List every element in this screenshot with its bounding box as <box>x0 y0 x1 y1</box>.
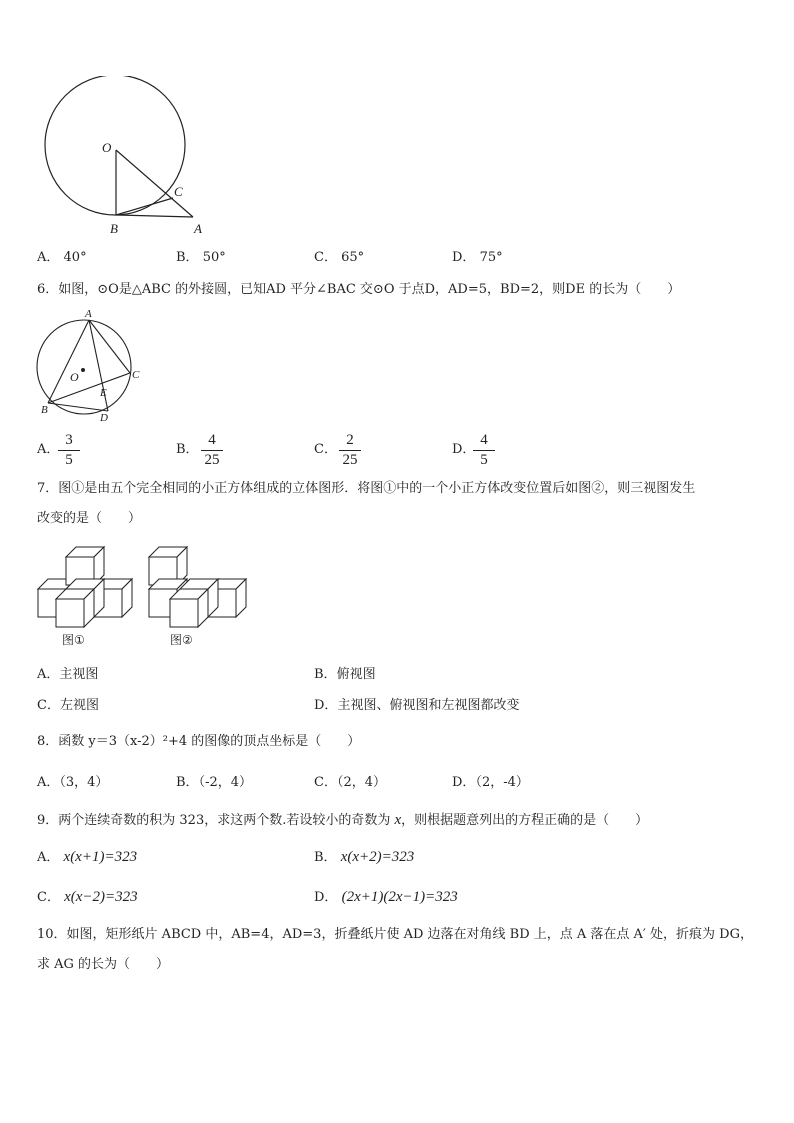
q5-label-c: C <box>174 184 183 199</box>
q7-figure-1-caption: 图① <box>62 633 85 647</box>
q5-option-d[interactable]: D． 75° <box>452 250 503 265</box>
q5-label-b: B <box>110 221 118 236</box>
q9-option-d[interactable]: D． (2x+1)(2x−1)=323 <box>314 889 458 905</box>
q6-option-c-letter[interactable]: C． <box>314 442 337 457</box>
q10-stem-line2: 求 AG 的长为（ ） <box>37 957 170 972</box>
q9-stem-part-b: ，则根据题意列出的方程正确的是（ ） <box>401 813 649 828</box>
q5-circle-figure <box>40 76 210 236</box>
q9-stem-part-a: 9．两个连续奇数的积为 323，求这两个数.若设较小的奇数为 <box>37 813 391 828</box>
q8-stem: 8．函数 y＝3（x-2）²+4 的图像的顶点坐标是（ ） <box>37 734 361 749</box>
q9-option-c[interactable]: C． x(x−2)=323 <box>37 889 138 905</box>
q7-option-c[interactable]: C．左视图 <box>37 698 99 713</box>
q7-figure-2-caption: 图② <box>170 633 193 647</box>
q6-option-d-fraction: 4 5 <box>471 432 497 469</box>
q8-option-a[interactable]: A．（3，4） <box>37 775 109 790</box>
q8-option-d[interactable]: D．（2，-4） <box>452 775 529 790</box>
q7-figure-1 <box>38 547 132 627</box>
q8-option-b[interactable]: B．（-2，4） <box>176 775 252 790</box>
q6-stem: 6．如图，⊙O是△ABC 的外接圆，已知AD 平分∠BAC 交⊙O 于点D，AD=5，BD=2，则DE 的长为（ ） <box>37 282 681 297</box>
q5-option-a[interactable]: A． 40° <box>37 250 87 265</box>
q5-label-a: A <box>194 221 202 236</box>
q10-stem-line1: 10．如图，矩形纸片 ABCD 中，AB=4，AD=3，折叠纸片使 AD 边落在对角线 BD 上，点 A 落在点 A′ 处，折痕为 DG， <box>37 927 753 942</box>
q6-option-a-fraction: 3 5 <box>56 432 82 469</box>
q6-circle <box>37 320 131 414</box>
q5-circle <box>45 76 185 215</box>
q6-label-d: D <box>100 412 108 424</box>
q9-option-a[interactable]: A． x(x+1)=323 <box>37 849 138 865</box>
q7-stem-line1: 7．图①是由五个完全相同的小正方体组成的立体图形．将图①中的一个小正方体改变位置后如图②，则三视图发生 <box>37 481 696 496</box>
q9-option-b[interactable]: B． x(x+2)=323 <box>314 849 415 865</box>
q5-segment-ba <box>116 215 193 217</box>
q9-stem-variable: x <box>394 812 402 828</box>
q5-segment-bc <box>116 198 173 215</box>
q7-option-b[interactable]: B．俯视图 <box>314 667 376 682</box>
q6-option-c-fraction: 2 25 <box>337 432 363 469</box>
q9-stem <box>37 811 648 830</box>
q6-label-a: A <box>85 308 92 320</box>
q6-label-e: E <box>100 387 107 399</box>
q7-stem-line2: 改变的是（ ） <box>37 511 142 526</box>
q5-option-c[interactable]: C． 65° <box>314 250 365 265</box>
q6-segment-bd <box>48 403 108 411</box>
q6-option-b-letter[interactable]: B． <box>176 442 199 457</box>
q6-option-a-letter[interactable]: A． <box>37 442 60 457</box>
q6-label-o: O <box>70 370 79 384</box>
q7-cube-figures <box>36 543 256 653</box>
q7-figure-2 <box>149 547 246 627</box>
q6-label-b: B <box>41 404 48 416</box>
q5-label-o: O <box>102 140 112 155</box>
q6-option-b-fraction: 4 25 <box>199 432 225 469</box>
q6-circle-figure <box>34 306 154 426</box>
q7-option-a[interactable]: A．主视图 <box>37 667 99 682</box>
q6-option-d-letter[interactable]: D． <box>452 442 476 457</box>
q6-center-dot <box>81 368 85 372</box>
q5-option-b[interactable]: B． 50° <box>176 250 226 265</box>
q7-option-d[interactable]: D．主视图、俯视图和左视图都改变 <box>314 698 520 713</box>
q6-label-c: C <box>132 369 140 381</box>
q8-option-c[interactable]: C．（2，4） <box>314 775 386 790</box>
